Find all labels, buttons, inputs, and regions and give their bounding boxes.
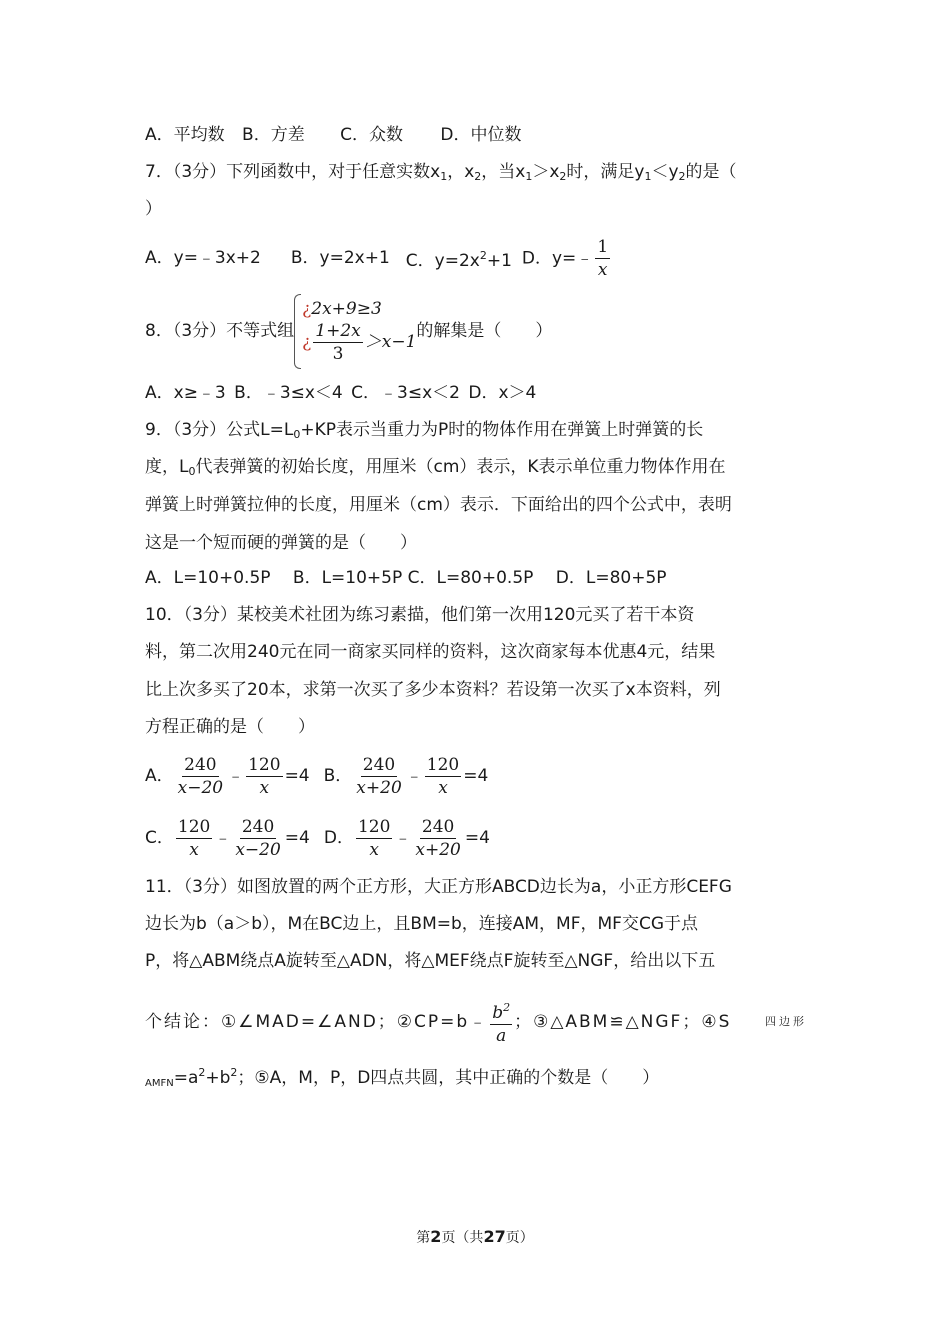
fraction-numerator-sup: 2	[503, 1001, 511, 1014]
q11-line-4	[145, 997, 807, 1047]
q10-option-a-fraction-1	[176, 754, 225, 799]
q10-option-a-fraction-2	[246, 754, 282, 799]
fraction-numerator: 240	[184, 754, 217, 775]
q7-option-a: A．y=﹣3x+2	[145, 248, 261, 268]
q7-text: ，x	[447, 162, 475, 182]
page-total: 27	[483, 1227, 506, 1246]
q10-option-d-fraction-1	[356, 816, 392, 861]
q7-sub: 2	[678, 170, 686, 183]
q10-option-a-label: A．	[145, 766, 174, 786]
q6-option-b: B．方差	[242, 125, 305, 145]
q7-option-d-fraction	[595, 236, 610, 281]
q10-option-c-fraction-1	[176, 816, 212, 861]
fraction-denominator: 3	[332, 343, 344, 364]
footer-text: 页）	[505, 1230, 534, 1246]
q6-option-d: D．中位数	[440, 125, 522, 145]
q8-prefix: 8．（3分）不等式组	[145, 321, 295, 341]
q10-line-2: 料，第二次用240元在同一商家买同样的资料，这次商家每本优惠4元，结果	[145, 642, 716, 662]
fraction-denominator: x	[369, 839, 379, 860]
q6-options	[145, 124, 522, 146]
q10-options-cd	[145, 814, 490, 862]
minus-sign: ﹣	[214, 828, 232, 848]
fraction-denominator: x	[597, 259, 608, 280]
inequality-fraction	[313, 320, 362, 365]
fraction-denominator: x	[259, 777, 270, 798]
footer-text: 第	[416, 1230, 431, 1246]
q7-text: 7．（3分）下列函数中，对于任意实数x	[145, 162, 441, 182]
q6-option-a: A．平均数	[145, 125, 225, 145]
q10-line-4: 方程正确的是（ ）	[145, 717, 315, 737]
q7-sub: 1	[440, 170, 448, 183]
q9-sub: 0	[188, 465, 196, 478]
q11-fraction-b2-over-a	[490, 997, 512, 1047]
q7-option-c-text: +1	[486, 250, 512, 271]
fraction-denominator: a	[496, 1026, 507, 1046]
q10-option-b-fraction-2	[425, 754, 461, 799]
q7-sub: 1	[525, 170, 533, 183]
q7-option-c	[406, 245, 512, 272]
q7-option-d	[522, 236, 612, 281]
q10-option-b-label: B．	[323, 766, 353, 786]
fraction-numerator: 120	[426, 754, 460, 775]
inequality-row-2	[302, 320, 416, 365]
inequality-mark: ¿	[302, 332, 312, 352]
fraction-denominator: x+20	[415, 839, 461, 860]
q9-text	[145, 419, 703, 446]
q10-option-b-fraction-1	[354, 754, 403, 799]
q7-stem-line2: ）	[145, 199, 162, 219]
fraction-denominator: x	[438, 777, 448, 798]
fraction-denominator: x	[189, 839, 199, 860]
fraction-denominator: x−20	[235, 839, 281, 860]
q10-options-ab	[145, 752, 488, 800]
q7-option-c-sup: 2	[479, 248, 487, 262]
q11-text-part: ；⑤A，M，P，D四点共圆，其中正确的个数是（ ）	[237, 1068, 660, 1088]
q7-option-d-text: D．y=﹣	[521, 248, 594, 268]
q11-sup: 2	[230, 1066, 238, 1079]
q7-sub: 2	[474, 170, 482, 183]
fraction-numerator	[490, 997, 512, 1025]
fraction-numerator: 120	[248, 754, 281, 775]
fraction-numerator-text: b	[492, 1003, 504, 1023]
inequality-row-1	[302, 298, 416, 320]
fraction-numerator: 120	[357, 816, 391, 837]
minus-sign: ﹣	[227, 766, 245, 786]
q10-line-1: 10．（3分）某校美术社团为练习素描，他们第一次用120元买了若干本资	[145, 605, 695, 625]
q8-stem	[145, 296, 552, 366]
q10-option-d-label: D．	[323, 828, 354, 848]
page-footer	[0, 1227, 950, 1247]
footer-text: 页（共	[441, 1230, 484, 1246]
q8-suffix: 的解集是（ ）	[416, 321, 553, 341]
fraction-numerator: 120	[177, 816, 211, 837]
q10-option-d-fraction-2	[413, 816, 462, 861]
q11-conclusions-text: ；③△ABM≌△NGF；④S	[514, 1012, 732, 1032]
equals-four: =4	[284, 828, 310, 848]
q9-line-3: 弹簧上时弹簧拉伸的长度，用厘米（cm）表示．下面给出的四个公式中，表明	[145, 495, 732, 515]
q7-option-c-text: C．y=2x	[405, 250, 480, 271]
fraction-numerator: 240	[421, 816, 455, 837]
q9-line-2	[145, 456, 726, 483]
page-number: 2	[430, 1227, 442, 1246]
q7-option-b: B．y=2x+1	[290, 248, 390, 268]
q10-option-c-fraction-2	[233, 816, 282, 861]
q11-line-3: P，将△ABM绕点A旋转至△ADN，将△MEF绕点F旋转至△NGF，给出以下五	[145, 951, 716, 971]
q7-text: 时，满足y	[566, 162, 645, 182]
q11-line-5	[145, 1062, 659, 1095]
inequality-system	[294, 298, 416, 365]
q9-text-part: 代表弹簧的初始长度，用厘米（cm）表示，K表示单位重力物体作用在	[195, 457, 726, 477]
q9-text-part: 度，L	[145, 457, 189, 477]
q11-conclusions-text: 个结论：①∠MAD=∠AND；②CP=b﹣	[145, 1012, 489, 1032]
inequality-expr: ＞x−1	[364, 332, 417, 352]
q9-line-1	[145, 419, 807, 446]
q9-options: A．L=10+0.5P B．L=10+5P C．L=80+0.5P D．L=80+5P	[145, 568, 667, 588]
fraction-denominator: x−20	[177, 777, 224, 798]
q11-sup: 2	[198, 1066, 206, 1079]
q11-line-2: 边长为b（a＞b），M在BC边上，且BM=b，连接AM，MF，MF交CG于点	[145, 914, 698, 934]
minus-sign: ﹣	[405, 766, 423, 786]
fraction-numerator: 240	[362, 754, 396, 775]
fraction-numerator: 1+2x	[315, 320, 361, 341]
q11-text-part: =a	[173, 1068, 199, 1088]
fraction-numerator: 1	[597, 236, 609, 257]
fraction-numerator: 240	[241, 816, 275, 837]
q7-sub: 2	[559, 170, 567, 183]
q10-option-c-label: C．	[145, 828, 174, 848]
q9-sub: 0	[293, 428, 301, 441]
q11-sub-label: 四边形	[765, 1015, 807, 1028]
q7-text: 的是（	[685, 162, 737, 182]
q11-sub-amfn: AMFN	[145, 1078, 174, 1089]
q7-stem	[145, 161, 737, 188]
equals-four: =4	[463, 766, 489, 786]
inequality-mark: ¿	[302, 298, 312, 319]
q10-line-3: 比上次多买了20本，求第一次买了多少本资料？若设第一次买了x本资料，列	[145, 680, 721, 700]
q8-options: A．x≥﹣3 B．﹣3≤x＜4 C．﹣3≤x＜2 D．x＞4	[145, 383, 537, 403]
q7-text: ＜y	[651, 162, 679, 182]
q11-line-4-left	[145, 997, 731, 1047]
equals-four: =4	[284, 766, 310, 786]
q11-text-part: +b	[205, 1068, 231, 1088]
q9-line-4: 这是一个短而硬的弹簧的是（ ）	[145, 533, 417, 553]
minus-sign: ﹣	[394, 828, 412, 848]
q7-options	[145, 236, 612, 280]
inequality-expr: 2x+9≥3	[311, 298, 382, 319]
equals-four: =4	[464, 828, 490, 848]
q6-option-c: C．众数	[340, 125, 403, 145]
q11-line-1: 11．（3分）如图放置的两个正方形，大正方形ABCD边长为a，小正方形CEFG	[145, 877, 732, 897]
q7-text: ，当x	[481, 162, 526, 182]
q7-text: ＞x	[532, 162, 560, 182]
q9-text-part: 9．（3分）公式L=L	[145, 420, 294, 440]
fraction-denominator: x+20	[356, 777, 402, 798]
q7-sub: 1	[644, 170, 652, 183]
q9-text-part: +KP表示当重力为P时的物体作用在弹簧上时弹簧的长	[300, 420, 704, 440]
